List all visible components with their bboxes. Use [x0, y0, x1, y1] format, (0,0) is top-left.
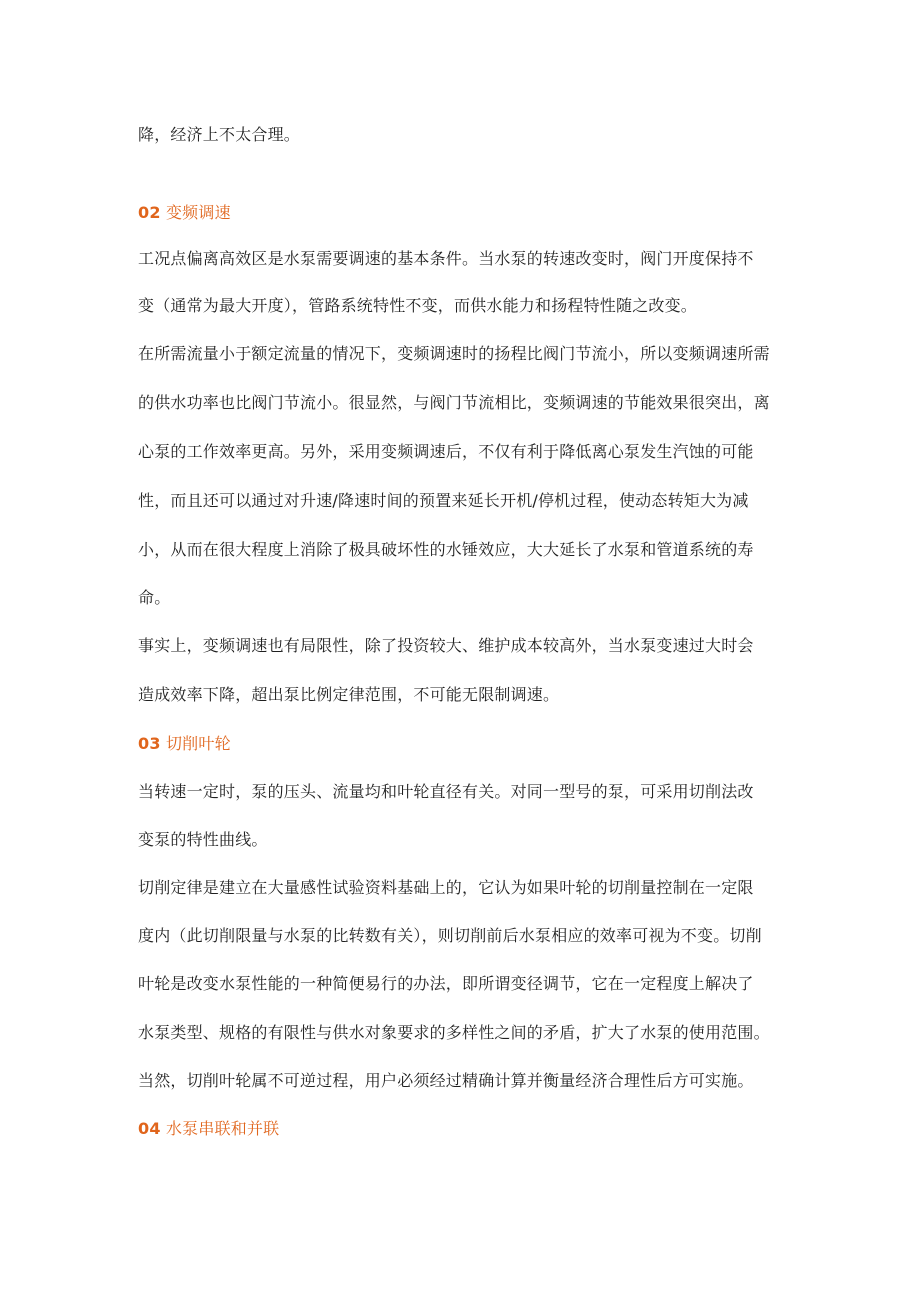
- paragraph-line: 水泵类型、规格的有限性与供水对象要求的多样性之间的矛盾，扩大了水泵的使用范围。: [138, 1023, 770, 1042]
- paragraph-line: 在所需流量小于额定流量的情况下，变频调速时的扬程比阀门节流小，所以变频调速所需: [138, 344, 770, 363]
- section-number: 03: [138, 734, 161, 753]
- paragraph-line: 当然，切削叶轮属不可逆过程，用户必须经过精确计算并衡量经济合理性后方可实施。: [138, 1071, 754, 1090]
- paragraph-line: 叶轮是改变水泵性能的一种简便易行的办法，即所谓变径调节，它在一定程度上解决了: [138, 974, 754, 993]
- paragraph-line: 的供水功率也比阀门节流小。很显然，与阀门节流相比，变频调速的节能效果很突出，离: [138, 393, 770, 412]
- section-heading-03: [138, 733, 803, 755]
- paragraph-line: 命。: [138, 588, 171, 607]
- paragraph-line: 事实上，变频调速也有局限性，除了投资较大、维护成本较高外，当水泵变速过大时会: [138, 636, 754, 655]
- section-number: 04: [138, 1119, 161, 1138]
- section-title: 切削叶轮: [165, 734, 231, 753]
- paragraph-line: 小，从而在很大程度上消除了极具破坏性的水锤效应，大大延长了水泵和管道系统的寿: [138, 540, 754, 559]
- paragraph-line: 造成效率下降，超出泵比例定律范围，不可能无限制调速。: [138, 685, 560, 704]
- paragraph-line: 变（通常为最大开度），管路系统特性不变，而供水能力和扬程特性随之改变。: [138, 296, 698, 315]
- section-title: 变频调速: [165, 203, 231, 222]
- section-title: 水泵串联和并联: [165, 1119, 280, 1138]
- section-number: 02: [138, 203, 161, 222]
- paragraph-line: 心泵的工作效率更高。另外，采用变频调速后，不仅有利于降低离心泵发生汽蚀的可能: [138, 442, 754, 461]
- paragraph-line: 当转速一定时，泵的压头、流量均和叶轮直径有关。对同一型号的泵，可采用切削法改: [138, 782, 754, 801]
- section-heading-04: [138, 1118, 803, 1140]
- paragraph-line: 切削定律是建立在大量感性试验资料基础上的，它认为如果叶轮的切削量控制在一定限: [138, 878, 754, 897]
- paragraph-line: 度内（此切削限量与水泵的比转数有关），则切削前后水泵相应的效率可视为不变。切削: [138, 926, 762, 945]
- paragraph-line: 工况点偏离高效区是水泵需要调速的基本条件。当水泵的转速改变时，阀门开度保持不: [138, 249, 754, 268]
- paragraph-line: 性，而且还可以通过对升速/降速时间的预置来延长开机/停机过程，使动态转矩大为减: [138, 491, 749, 510]
- section-heading-02: [138, 202, 803, 224]
- paragraph-line: 降，经济上不太合理。: [138, 125, 301, 144]
- paragraph-line: 变泵的特性曲线。: [138, 830, 268, 849]
